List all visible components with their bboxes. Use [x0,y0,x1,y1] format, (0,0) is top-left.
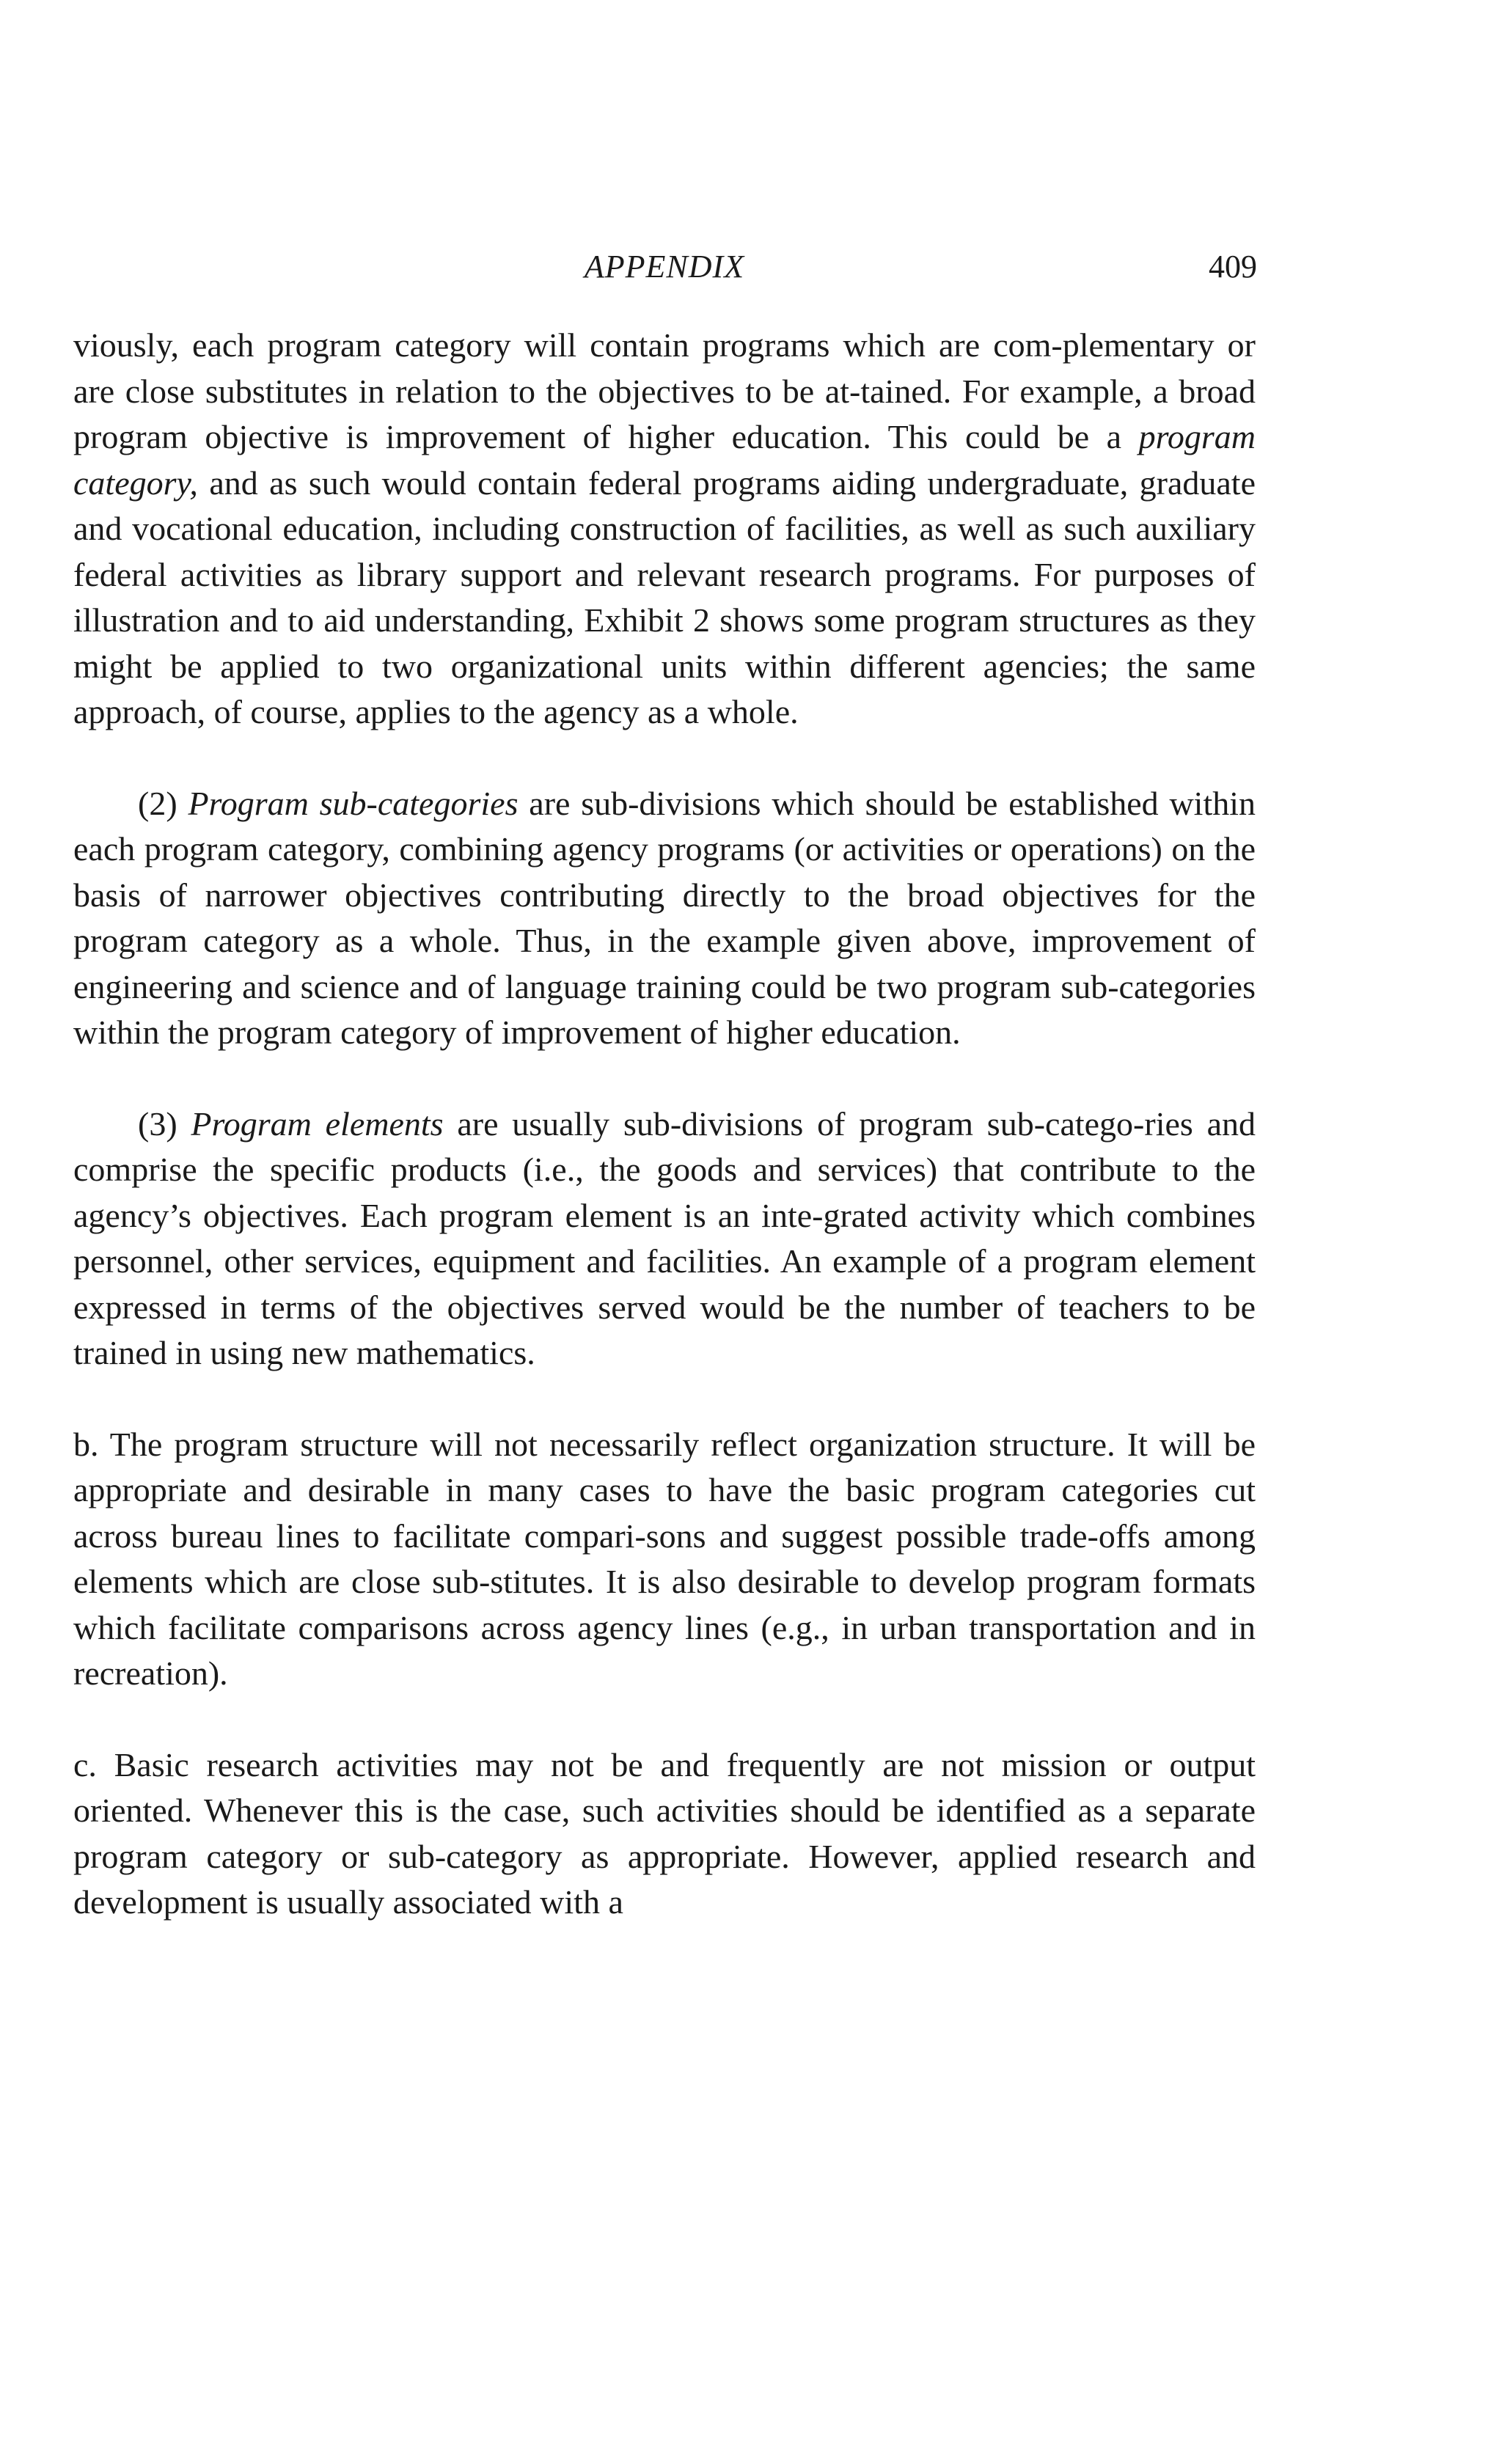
paragraph-text: are sub-divisions which should be established within each program category, combining agency programs (or activities or operations) on the basis of narrower objectives contributing directly to the broad objectives for the program category as a whole. Thus, in the example given above, improvement of engineering and science and of language training could be two program sub-categories within the program category of improvement of higher education. [73,784,1256,1051]
paragraph-b: b. The program structure will not necessarily reflect organization structure. It will be appropriate and desirable in many cases to have the basic program categories cut across bureau lines to facilitate compari-sons and suggest possible trade-offs among elements which are close sub-stitutes. It is also desirable to develop program formats which facilitate comparisons across agency lines (e.g., in urban transportation and in recreation). [73,1425,1256,1692]
paragraph-text: (2) [138,784,188,822]
italic-term: program category, [73,418,1256,502]
paragraph-text: (3) [138,1104,191,1143]
paragraph-text: are usually sub-divisions of program sub-catego-ries and comprise the specific products (i.e., the goods and services) that contribute to the agency’s objectives. Each program element is an inte-grated activity which combines personnel, other services, equipment and facilities. An example of a program element expressed in terms of the objectives served would be the number of teachers to be trained in using new mathematics. [73,1104,1256,1371]
body-text [73,323,1256,1926]
paragraph-c: c. Basic research activities may not be and frequently are not mission or output oriented. Whenever this is the case, such activities should be identified as a separate program category or sub-category as appropriate. However, applied research and development is usually associated with a [73,1745,1256,1921]
page-number: 409 [1209,249,1257,285]
paragraph-continued [73,323,1256,736]
italic-term: Program sub-categories [188,784,519,822]
running-title: APPENDIX [584,249,745,285]
italic-term: Program elements [191,1104,444,1143]
running-head [73,248,1256,299]
paragraph-text: viously, each program category will contain programs which are com-plementary or are close substitutes in relation to the objectives to be at-tained. For example, a broad program objective is improvement of higher education. This could be a [73,326,1256,455]
paragraph-program-sub-categories [73,781,1256,1056]
paragraph-program-elements [73,1101,1256,1376]
paragraph-text: and as such would contain federal programs aiding undergraduate, graduate and vocational education, including construction of facilities, as well as such auxiliary federal activities as library support and relevant research programs. For purposes of illustration and to aid understanding, Exhibit 2 shows some program structures as they might be applied to two organizational units within different agencies; the same approach, of course, applies to the agency as a whole. [73,463,1256,730]
